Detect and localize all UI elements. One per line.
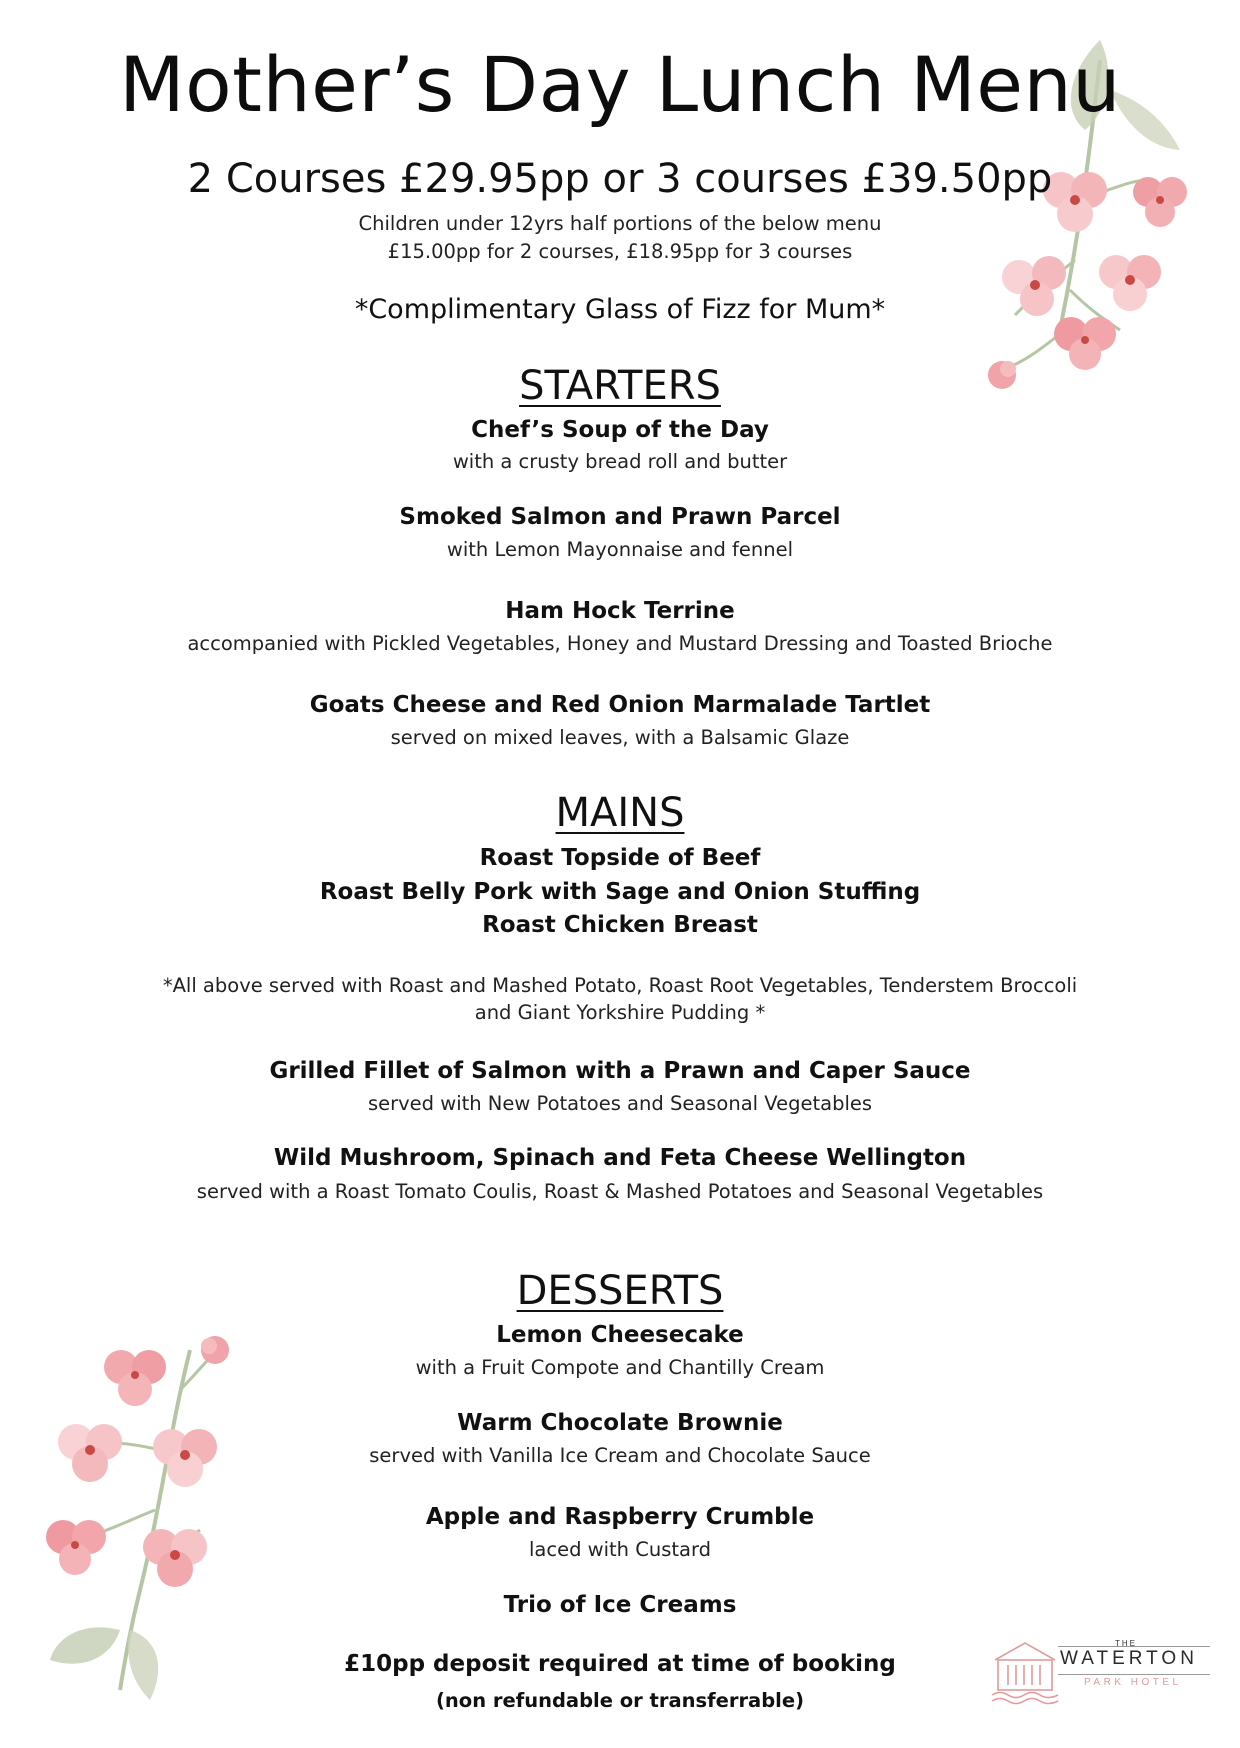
section-heading-desserts: DESSERTS <box>516 1268 724 1314</box>
roast-note-line2: and Giant Yorkshire Pudding * <box>474 1001 766 1024</box>
dish-description: with a crusty bread roll and butter <box>452 450 788 473</box>
dish-name: Roast Belly Pork with Sage and Onion Stuffing <box>319 879 921 905</box>
hotel-building-icon <box>990 1635 1060 1705</box>
dish-description: served on mixed leaves, with a Balsamic Glaze <box>390 726 850 749</box>
section-heading-starters: STARTERS <box>519 363 721 409</box>
children-note-line2: £15.00pp for 2 courses, £18.95pp for 3 courses <box>387 240 853 263</box>
fizz-note: *Complimentary Glass of Fizz for Mum* <box>354 294 886 325</box>
dish-name: Apple and Raspberry Crumble <box>425 1504 815 1530</box>
deposit-terms: (non refundable or transferrable) <box>436 1689 804 1712</box>
dish-name: Roast Topside of Beef <box>479 845 761 871</box>
dish-description: served with a Roast Tomato Coulis, Roast & Mashed Potatoes and Seasonal Vegetables <box>196 1180 1044 1203</box>
dish-description: served with Vanilla Ice Cream and Chocolate Sauce <box>369 1444 871 1467</box>
hotel-logo <box>990 1635 1220 1710</box>
price-line: 2 Courses £29.95pp or 3 courses £39.50pp <box>187 156 1053 202</box>
deposit-note: £10pp deposit required at time of booking <box>344 1651 896 1677</box>
menu-title: Mother’s Day Lunch Menu <box>119 40 1121 129</box>
dish-name: Goats Cheese and Red Onion Marmalade Tartlet <box>309 692 931 718</box>
dish-name: Wild Mushroom, Spinach and Feta Cheese Wellington <box>273 1145 967 1171</box>
children-note-line1: Children under 12yrs half portions of the below menu <box>358 212 882 235</box>
logo-divider <box>1058 1646 1210 1647</box>
dish-description: with Lemon Mayonnaise and fennel <box>446 538 794 561</box>
logo-subtitle-text: PARK HOTEL <box>1084 1677 1182 1688</box>
roast-note-line1: *All above served with Roast and Mashed Potato, Roast Root Vegetables, Tenderstem Broccoli <box>162 974 1078 997</box>
dish-description: accompanied with Pickled Vegetables, Honey and Mustard Dressing and Toasted Brioche <box>187 632 1053 655</box>
logo-name-text: WATERTON <box>1060 1648 1198 1669</box>
dish-name: Warm Chocolate Brownie <box>457 1410 783 1436</box>
section-heading-mains: MAINS <box>555 790 685 836</box>
dish-name: Trio of Ice Creams <box>503 1592 737 1618</box>
dish-description: laced with Custard <box>528 1538 711 1561</box>
dish-name: Roast Chicken Breast <box>482 912 758 938</box>
dish-description: served with New Potatoes and Seasonal Vegetables <box>367 1092 873 1115</box>
logo-divider <box>1058 1674 1210 1675</box>
dish-name: Smoked Salmon and Prawn Parcel <box>399 504 841 530</box>
logo-the-text: THE <box>1115 1639 1137 1648</box>
dish-name: Ham Hock Terrine <box>505 598 735 624</box>
dish-name: Lemon Cheesecake <box>496 1322 744 1348</box>
dish-name: Chef’s Soup of the Day <box>471 417 769 443</box>
dish-description: with a Fruit Compote and Chantilly Cream <box>415 1356 825 1379</box>
dish-name: Grilled Fillet of Salmon with a Prawn and Caper Sauce <box>269 1058 971 1084</box>
